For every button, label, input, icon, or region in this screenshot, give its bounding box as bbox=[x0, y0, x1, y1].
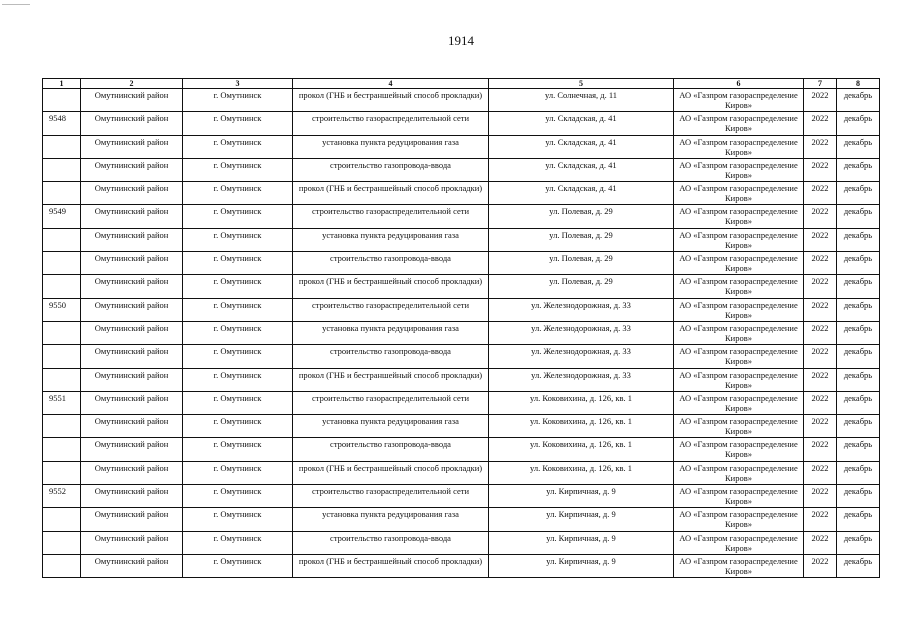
cell-district: Омутнинский район bbox=[81, 298, 183, 321]
cell-number bbox=[43, 158, 81, 181]
cell-month: декабрь bbox=[837, 275, 880, 298]
cell-month: декабрь bbox=[837, 391, 880, 414]
cell-work-type: строительство газопровода-ввода bbox=[293, 158, 489, 181]
table-row bbox=[43, 275, 880, 298]
cell-year: 2022 bbox=[804, 368, 837, 391]
cell-number bbox=[43, 252, 81, 275]
cell-year: 2022 bbox=[804, 158, 837, 181]
table-row bbox=[43, 391, 880, 414]
cell-work-type: установка пункта редуцирования газа bbox=[293, 415, 489, 438]
cell-organization: АО «Газпром газораспределение Киров» bbox=[674, 345, 804, 368]
cell-organization: АО «Газпром газораспределение Киров» bbox=[674, 368, 804, 391]
cell-district: Омутнинский район bbox=[81, 345, 183, 368]
cell-work-type: установка пункта редуцирования газа bbox=[293, 228, 489, 251]
cell-number bbox=[43, 228, 81, 251]
table-row bbox=[43, 298, 880, 321]
cell-work-type: строительство газораспределительной сети bbox=[293, 205, 489, 228]
column-header: 3 bbox=[183, 79, 293, 89]
cell-organization: АО «Газпром газораспределение Киров» bbox=[674, 252, 804, 275]
cell-month: декабрь bbox=[837, 89, 880, 112]
cell-organization: АО «Газпром газораспределение Киров» bbox=[674, 275, 804, 298]
cell-year: 2022 bbox=[804, 508, 837, 531]
cell-address: ул. Кирпичная, д. 9 bbox=[489, 554, 674, 577]
cell-month: декабрь bbox=[837, 345, 880, 368]
cell-month: декабрь bbox=[837, 228, 880, 251]
cell-work-type: прокол (ГНБ и бестраншейный способ прокладки) bbox=[293, 368, 489, 391]
table-row bbox=[43, 158, 880, 181]
cell-number bbox=[43, 415, 81, 438]
cell-district: Омутнинский район bbox=[81, 531, 183, 554]
cell-address: ул. Железнодорожная, д. 33 bbox=[489, 345, 674, 368]
cell-organization: АО «Газпром газораспределение Киров» bbox=[674, 135, 804, 158]
cell-city: г. Омутнинск bbox=[183, 531, 293, 554]
cell-address: ул. Складская, д. 41 bbox=[489, 112, 674, 135]
cell-month: декабрь bbox=[837, 321, 880, 344]
cell-year: 2022 bbox=[804, 205, 837, 228]
cell-district: Омутнинский район bbox=[81, 275, 183, 298]
cell-month: декабрь bbox=[837, 508, 880, 531]
cell-organization: АО «Газпром газораспределение Киров» bbox=[674, 554, 804, 577]
cell-address: ул. Складская, д. 41 bbox=[489, 182, 674, 205]
cell-city: г. Омутнинск bbox=[183, 228, 293, 251]
cell-address: ул. Коковихина, д. 126, кв. 1 bbox=[489, 438, 674, 461]
table-row bbox=[43, 228, 880, 251]
cell-city: г. Омутнинск bbox=[183, 508, 293, 531]
cell-month: декабрь bbox=[837, 485, 880, 508]
cell-month: декабрь bbox=[837, 554, 880, 577]
cell-city: г. Омутнинск bbox=[183, 158, 293, 181]
cell-work-type: строительство газопровода-ввода bbox=[293, 438, 489, 461]
cell-year: 2022 bbox=[804, 485, 837, 508]
cell-district: Омутнинский район bbox=[81, 252, 183, 275]
cell-month: декабрь bbox=[837, 298, 880, 321]
cell-address: ул. Кирпичная, д. 9 bbox=[489, 531, 674, 554]
cell-number bbox=[43, 531, 81, 554]
cell-city: г. Омутнинск bbox=[183, 461, 293, 484]
cell-city: г. Омутнинск bbox=[183, 182, 293, 205]
cell-work-type: прокол (ГНБ и бестраншейный способ прокладки) bbox=[293, 182, 489, 205]
cell-organization: АО «Газпром газораспределение Киров» bbox=[674, 415, 804, 438]
cell-city: г. Омутнинск bbox=[183, 345, 293, 368]
cell-address: ул. Складская, д. 41 bbox=[489, 158, 674, 181]
table-row bbox=[43, 508, 880, 531]
cell-work-type: прокол (ГНБ и бестраншейный способ прокладки) bbox=[293, 554, 489, 577]
table-row bbox=[43, 554, 880, 577]
cell-address: ул. Полевая, д. 29 bbox=[489, 228, 674, 251]
table-row bbox=[43, 89, 880, 112]
cell-city: г. Омутнинск bbox=[183, 438, 293, 461]
cell-work-type: строительство газораспределительной сети bbox=[293, 485, 489, 508]
cell-work-type: установка пункта редуцирования газа bbox=[293, 135, 489, 158]
column-header: 2 bbox=[81, 79, 183, 89]
cell-district: Омутнинский район bbox=[81, 415, 183, 438]
cell-organization: АО «Газпром газораспределение Киров» bbox=[674, 298, 804, 321]
cell-work-type: строительство газораспределительной сети bbox=[293, 298, 489, 321]
cell-address: ул. Коковихина, д. 126, кв. 1 bbox=[489, 391, 674, 414]
table-row bbox=[43, 345, 880, 368]
cell-year: 2022 bbox=[804, 252, 837, 275]
cell-organization: АО «Газпром газораспределение Киров» bbox=[674, 531, 804, 554]
cell-district: Омутнинский район bbox=[81, 508, 183, 531]
cell-district: Омутнинский район bbox=[81, 438, 183, 461]
table-row bbox=[43, 415, 880, 438]
cell-city: г. Омутнинск bbox=[183, 391, 293, 414]
cell-year: 2022 bbox=[804, 228, 837, 251]
cell-month: декабрь bbox=[837, 531, 880, 554]
cell-number bbox=[43, 135, 81, 158]
table-row bbox=[43, 461, 880, 484]
cell-city: г. Омутнинск bbox=[183, 89, 293, 112]
cell-city: г. Омутнинск bbox=[183, 485, 293, 508]
cell-number bbox=[43, 89, 81, 112]
cell-month: декабрь bbox=[837, 252, 880, 275]
cell-number bbox=[43, 554, 81, 577]
cell-city: г. Омутнинск bbox=[183, 554, 293, 577]
cell-month: декабрь bbox=[837, 438, 880, 461]
cell-month: декабрь bbox=[837, 461, 880, 484]
column-header: 5 bbox=[489, 79, 674, 89]
cell-district: Омутнинский район bbox=[81, 391, 183, 414]
table-row bbox=[43, 321, 880, 344]
cell-address: ул. Железнодорожная, д. 33 bbox=[489, 321, 674, 344]
cell-year: 2022 bbox=[804, 391, 837, 414]
table-row bbox=[43, 531, 880, 554]
cell-work-type: установка пункта редуцирования газа bbox=[293, 508, 489, 531]
cell-address: ул. Полевая, д. 29 bbox=[489, 275, 674, 298]
cell-district: Омутнинский район bbox=[81, 158, 183, 181]
cell-month: декабрь bbox=[837, 158, 880, 181]
cell-address: ул. Коковихина, д. 126, кв. 1 bbox=[489, 415, 674, 438]
cell-city: г. Омутнинск bbox=[183, 298, 293, 321]
cell-district: Омутнинский район bbox=[81, 485, 183, 508]
cell-year: 2022 bbox=[804, 298, 837, 321]
cell-organization: АО «Газпром газораспределение Киров» bbox=[674, 89, 804, 112]
cell-number bbox=[43, 182, 81, 205]
cell-number bbox=[43, 461, 81, 484]
cell-city: г. Омутнинск bbox=[183, 321, 293, 344]
cell-year: 2022 bbox=[804, 461, 837, 484]
table-row bbox=[43, 368, 880, 391]
cell-number: 9550 bbox=[43, 298, 81, 321]
cell-district: Омутнинский район bbox=[81, 461, 183, 484]
cell-number: 9551 bbox=[43, 391, 81, 414]
cell-number: 9548 bbox=[43, 112, 81, 135]
cell-district: Омутнинский район bbox=[81, 554, 183, 577]
cell-organization: АО «Газпром газораспределение Киров» bbox=[674, 461, 804, 484]
cell-number: 9552 bbox=[43, 485, 81, 508]
cell-organization: АО «Газпром газораспределение Киров» bbox=[674, 228, 804, 251]
cell-year: 2022 bbox=[804, 275, 837, 298]
table-row bbox=[43, 135, 880, 158]
cell-city: г. Омутнинск bbox=[183, 415, 293, 438]
cell-address: ул. Кирпичная, д. 9 bbox=[489, 508, 674, 531]
cell-year: 2022 bbox=[804, 531, 837, 554]
cell-month: декабрь bbox=[837, 112, 880, 135]
cell-district: Омутнинский район bbox=[81, 205, 183, 228]
cell-city: г. Омутнинск bbox=[183, 275, 293, 298]
table-body bbox=[43, 89, 880, 578]
cell-year: 2022 bbox=[804, 135, 837, 158]
cell-address: ул. Складская, д. 41 bbox=[489, 135, 674, 158]
header-row bbox=[43, 79, 880, 89]
cell-month: декабрь bbox=[837, 205, 880, 228]
cell-year: 2022 bbox=[804, 415, 837, 438]
cell-number bbox=[43, 345, 81, 368]
cell-address: ул. Кирпичная, д. 9 bbox=[489, 485, 674, 508]
table-row bbox=[43, 485, 880, 508]
cell-work-type: прокол (ГНБ и бестраншейный способ прокладки) bbox=[293, 461, 489, 484]
cell-year: 2022 bbox=[804, 89, 837, 112]
table-row bbox=[43, 182, 880, 205]
cell-organization: АО «Газпром газораспределение Киров» bbox=[674, 182, 804, 205]
cell-address: ул. Солнечная, д. 11 bbox=[489, 89, 674, 112]
cell-work-type: строительство газопровода-ввода bbox=[293, 531, 489, 554]
table-row bbox=[43, 438, 880, 461]
page-number: 1914 bbox=[448, 33, 474, 48]
cell-city: г. Омутнинск bbox=[183, 135, 293, 158]
cell-organization: АО «Газпром газораспределение Киров» bbox=[674, 321, 804, 344]
cell-number bbox=[43, 438, 81, 461]
cell-month: декабрь bbox=[837, 415, 880, 438]
cell-year: 2022 bbox=[804, 182, 837, 205]
cell-district: Омутнинский район bbox=[81, 89, 183, 112]
cell-organization: АО «Газпром газораспределение Киров» bbox=[674, 205, 804, 228]
column-header: 6 bbox=[674, 79, 804, 89]
cell-district: Омутнинский район bbox=[81, 182, 183, 205]
cell-organization: АО «Газпром газораспределение Киров» bbox=[674, 158, 804, 181]
column-header: 1 bbox=[43, 79, 81, 89]
cell-year: 2022 bbox=[804, 112, 837, 135]
table-row bbox=[43, 252, 880, 275]
cell-address: ул. Коковихина, д. 126, кв. 1 bbox=[489, 461, 674, 484]
scan-artifact bbox=[2, 4, 30, 5]
cell-work-type: строительство газораспределительной сети bbox=[293, 112, 489, 135]
cell-city: г. Омутнинск bbox=[183, 112, 293, 135]
cell-work-type: прокол (ГНБ и бестраншейный способ прокладки) bbox=[293, 89, 489, 112]
cell-address: ул. Железнодорожная, д. 33 bbox=[489, 298, 674, 321]
cell-address: ул. Железнодорожная, д. 33 bbox=[489, 368, 674, 391]
cell-city: г. Омутнинск bbox=[183, 368, 293, 391]
cell-work-type: прокол (ГНБ и бестраншейный способ прокладки) bbox=[293, 275, 489, 298]
cell-year: 2022 bbox=[804, 438, 837, 461]
cell-organization: АО «Газпром газораспределение Киров» bbox=[674, 391, 804, 414]
cell-district: Омутнинский район bbox=[81, 368, 183, 391]
cell-year: 2022 bbox=[804, 554, 837, 577]
cell-work-type: установка пункта редуцирования газа bbox=[293, 321, 489, 344]
cell-organization: АО «Газпром газораспределение Киров» bbox=[674, 112, 804, 135]
cell-district: Омутнинский район bbox=[81, 228, 183, 251]
table-row bbox=[43, 205, 880, 228]
column-header: 8 bbox=[837, 79, 880, 89]
cell-month: декабрь bbox=[837, 182, 880, 205]
cell-address: ул. Полевая, д. 29 bbox=[489, 205, 674, 228]
cell-work-type: строительство газопровода-ввода bbox=[293, 252, 489, 275]
cell-month: декабрь bbox=[837, 368, 880, 391]
cell-organization: АО «Газпром газораспределение Киров» bbox=[674, 438, 804, 461]
cell-city: г. Омутнинск bbox=[183, 205, 293, 228]
table-row bbox=[43, 112, 880, 135]
column-header: 4 bbox=[293, 79, 489, 89]
cell-number bbox=[43, 275, 81, 298]
cell-number: 9549 bbox=[43, 205, 81, 228]
cell-address: ул. Полевая, д. 29 bbox=[489, 252, 674, 275]
works-table bbox=[42, 78, 880, 578]
cell-city: г. Омутнинск bbox=[183, 252, 293, 275]
cell-number bbox=[43, 508, 81, 531]
cell-number bbox=[43, 321, 81, 344]
cell-district: Омутнинский район bbox=[81, 321, 183, 344]
column-header: 7 bbox=[804, 79, 837, 89]
cell-district: Омутнинский район bbox=[81, 112, 183, 135]
cell-district: Омутнинский район bbox=[81, 135, 183, 158]
cell-work-type: строительство газораспределительной сети bbox=[293, 391, 489, 414]
cell-organization: АО «Газпром газораспределение Киров» bbox=[674, 485, 804, 508]
cell-organization: АО «Газпром газораспределение Киров» bbox=[674, 508, 804, 531]
cell-work-type: строительство газопровода-ввода bbox=[293, 345, 489, 368]
cell-year: 2022 bbox=[804, 345, 837, 368]
cell-month: декабрь bbox=[837, 135, 880, 158]
cell-year: 2022 bbox=[804, 321, 837, 344]
cell-number bbox=[43, 368, 81, 391]
